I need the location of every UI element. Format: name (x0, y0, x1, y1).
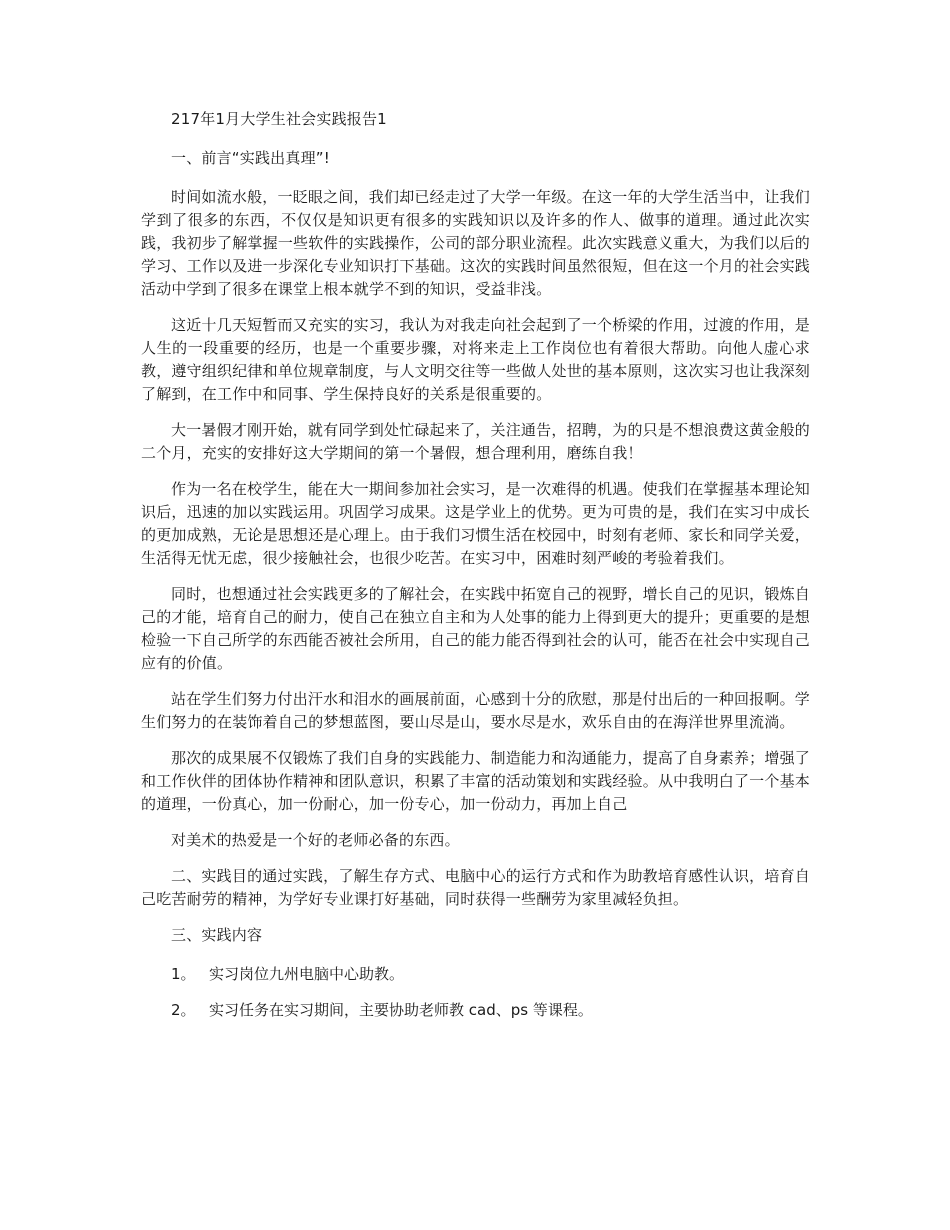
paragraph: 那次的成果展不仅锻炼了我们自身的实践能力、制造能力和沟通能力，提高了自身素养；增强了和工作伙伴的团体协作精神和团队意识，积累了丰富的活动策划和实践经验。从中我明白了一个基本的道理，一份真心，加一份耐心，加一份专心，加一份动力，再加上自己 (141, 749, 810, 813)
paragraph: 同时，也想通过社会实践更多的了解社会，在实践中拓宽自己的视野，增长自己的见识，锻炼自己的才能，培育自己的耐力，使自己在独立自主和为人处事的能力上得到更大的提升；更重要的是想检验一下自己所学的东西能否被社会所用，自己的能力能否得到社会的认可，能否在社会中实现自己应有的价值。 (141, 585, 810, 672)
section-heading-preface: 一、前言“实践出真理”! (171, 149, 330, 167)
list-item (141, 963, 810, 986)
paragraph: 作为一名在校学生，能在大一期间参加社会实习，是一次难得的机遇。使我们在掌握基本理论知识后，迅速的加以实践运用。巩固学习成果。这是学业上的优势。更为可贵的是，我们在实习中成长的更加成熟，无论是思想还是心理上。由于我们习惯生活在校园中，时刻有老师、家长和同学关爱，生活得无忧无虑，很少接触社会，也很少吃苦。在实习中，困难时刻严峻的考验着我们。 (141, 480, 810, 567)
document-title: 217年1月大学生社会实践报告1 (171, 110, 387, 128)
paragraph: 大一暑假才刚开始，就有同学到处忙碌起来了，关注通告，招聘，为的只是不想浪费这黄金般的二个月，充实的安排好这大学期间的第一个暑假，想合理利用，磨练自我！ (141, 421, 810, 462)
paragraph: 对美术的热爱是一个好的老师必备的东西。 (171, 831, 460, 849)
list-number: 1。 (171, 965, 196, 983)
paragraph: 时间如流水般，一眨眼之间，我们却已经走过了大学一年级。在这一年的大学生活当中，让我们学到了很多的东西，不仅仅是知识更有很多的实践知识以及许多的作人、做事的道理。通过此次实践，我初步了解掌握一些软件的实践操作，公司的部分职业流程。此次实践意义重大，为我们以后的学习、工作以及进一步深化专业知识打下基础。这次的实践时间虽然很短，但在这一个月的社会实践活动中学到了很多在课堂上根本就学不到的知识，受益非浅。 (141, 188, 810, 298)
section-heading-content: 三、实践内容 (171, 926, 263, 944)
list-item (141, 999, 810, 1022)
section-paragraph-purpose: 二、实践目的通过实践，了解生存方式、电脑中心的运行方式和作为助教培育感性认识，培育自己吃苦耐劳的精神，为学好专业课打好基础，同时获得一些酬劳为家里减轻负担。 (141, 867, 810, 908)
paragraph: 站在学生们努力付出汗水和泪水的画展前面，心感到十分的欣慰，那是付出后的一种回报啊。学生们努力的在装饰着自己的梦想蓝图，要山尽是山，要水尽是水，欢乐自由的在海洋世界里流淌。 (141, 690, 810, 731)
list-number: 2。 (171, 1001, 196, 1019)
document-page (141, 108, 810, 1035)
list-text: 实习岗位九州电脑中心助教。 (209, 965, 405, 983)
list-text: 实习任务在实习期间，主要协助老师教 cad、ps 等课程。 (209, 1001, 593, 1019)
paragraph: 这近十几天短暂而又充实的实习，我认为对我走向社会起到了一个桥梁的作用，过渡的作用，是人生的一段重要的经历，也是一个重要步骤，对将来走上工作岗位也有着很大帮助。向他人虚心求教，遵守组织纪律和单位规章制度，与人文明交往等一些做人处世的基本原则，这次实习也让我深刻了解到，在工作中和同事、学生保持良好的关系是很重要的。 (141, 316, 810, 403)
